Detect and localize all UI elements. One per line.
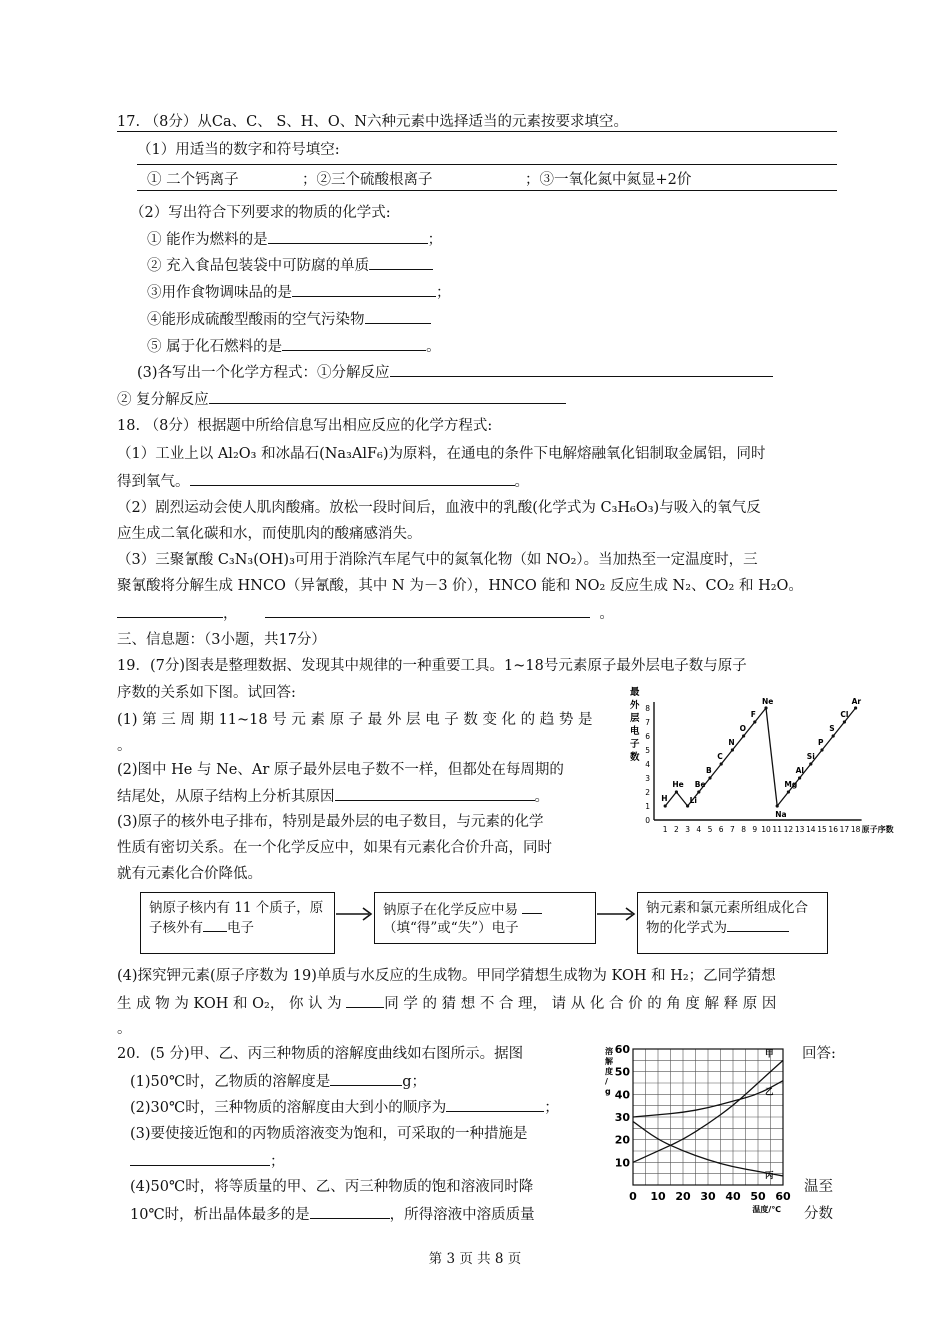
q17-part2-item3: ③用作食物调味品的是 ； bbox=[147, 282, 451, 303]
data-point bbox=[753, 720, 756, 723]
y-tick-label: 1 bbox=[645, 802, 650, 811]
q19-part4-line3: 。 bbox=[117, 1021, 132, 1037]
y-axis-label: 数 bbox=[630, 752, 640, 763]
data-point bbox=[809, 762, 812, 765]
data-point bbox=[843, 720, 846, 723]
data-point bbox=[720, 762, 723, 765]
q17-part2-item1: ① 能作为燃料的是 ； bbox=[147, 229, 442, 250]
q17-title: 17. （8分）从Ca、C、 S、H、O、N六种元素中选择适当的元素按要求填空。 bbox=[117, 114, 628, 130]
x-axis-label: 原子序数 bbox=[861, 825, 894, 834]
y-axis-label: / bbox=[605, 1077, 608, 1086]
y-tick-label: 2 bbox=[645, 788, 650, 797]
q20-part4-line1: (4)50℃时，将等质量的甲、乙、丙三种物质的饱和溶液同时降 bbox=[130, 1179, 534, 1195]
x-tick-label: 60 bbox=[775, 1190, 791, 1203]
x-tick-label: 1 bbox=[662, 825, 668, 834]
x-tick-label: 50 bbox=[750, 1190, 766, 1203]
x-tick-label: 9 bbox=[752, 825, 758, 834]
q19-part1-line1: (1) 第 三 周 期 11~18 号 元 素 原 子 最 外 层 电 子 数 变 化 的 趋 势 是 bbox=[117, 712, 593, 728]
data-point bbox=[664, 804, 667, 807]
q19-title-line1: 19．(7分)图表是整理数据、发现其中规律的一种重要工具。1~18号元素原子最外层电子数与原子 bbox=[117, 658, 747, 674]
point-label: Li bbox=[689, 796, 697, 805]
point-label: H bbox=[661, 794, 668, 803]
q18-part1-line1: （1）工业上以 Al₂O₃ 和冰晶石(Na₃AlF₆)为原料，在通电的条件下电解熔融氧化铝制取金属铝，同时 bbox=[117, 446, 766, 462]
point-label: Ar bbox=[851, 697, 862, 706]
point-label: Na bbox=[775, 810, 787, 819]
q19-part3-line2: 性质有密切关系。在一个化学反应中，如果有元素化合价升高，同时 bbox=[117, 840, 552, 856]
q19-flow-arrow-2 bbox=[597, 904, 637, 924]
q19-title-line2: 序数的关系如下图。试回答: bbox=[117, 685, 296, 701]
point-label: N bbox=[728, 738, 735, 747]
q17-part2-item5: ⑤ 属于化石燃料的是 。 bbox=[147, 336, 441, 357]
q17-rule-mid bbox=[137, 164, 837, 165]
y-axis-label: 解 bbox=[605, 1057, 613, 1066]
q17-part1-item2: ；②三个硫酸根离子 bbox=[302, 172, 433, 188]
data-point bbox=[820, 748, 823, 751]
x-tick-label: 6 bbox=[718, 825, 724, 834]
data-point bbox=[832, 734, 835, 737]
x-tick-label: 20 bbox=[675, 1190, 691, 1203]
q20-part3-line1: (3)要使接近饱和的丙物质溶液变为饱和，可采取的一种措施是 bbox=[130, 1126, 528, 1142]
x-tick-label: 10 bbox=[761, 825, 771, 834]
q19-part4-line2: 生 成 物 为 KOH 和 O₂， 你 认 为 同 学 的 猜 想 不 合 理， 请 从 化 合 价 的 角 度 解 释 原 因 bbox=[117, 993, 837, 1014]
point-label: Be bbox=[694, 780, 706, 789]
q20-part4-line2: 10℃时，析出晶体最多的是 ，所得溶液中溶质质量 bbox=[130, 1204, 535, 1225]
data-point bbox=[697, 790, 700, 793]
q19-part2-line2: 结尾处，从原子结构上分析其原因 。 bbox=[117, 786, 549, 807]
x-tick-label: 0 bbox=[629, 1190, 637, 1203]
q19-part3-line1: (3)原子的核外电子排布，特别是最外层的电子数目，与元素的化学 bbox=[117, 814, 544, 830]
series-label: 乙 bbox=[765, 1087, 774, 1098]
q19-part2-line1: (2)图中 He 与 Ne、Ar 原子最外层电子数不一样，但都处在每周期的 bbox=[117, 762, 564, 778]
point-label: Mg bbox=[784, 780, 798, 789]
y-axis-label: 电 bbox=[630, 726, 640, 737]
y-axis-label: 层 bbox=[630, 713, 640, 724]
q18-part3-line1: （3）三聚氰酸 C₃N₃(OH)₃可用于消除汽车尾气中的氮氧化物（如 NO₂）。当加热至一定温度时，三 bbox=[117, 552, 758, 568]
point-label: Ne bbox=[762, 697, 774, 706]
x-tick-label: 13 bbox=[794, 825, 805, 834]
x-tick-label: 30 bbox=[700, 1190, 716, 1203]
q19-part3-line3: 就有元素化合价降低。 bbox=[117, 866, 262, 882]
y-tick-label: 0 bbox=[645, 816, 650, 825]
y-tick-label: 60 bbox=[614, 1043, 630, 1056]
x-tick-label: 7 bbox=[730, 825, 735, 834]
data-point bbox=[764, 706, 767, 709]
data-point bbox=[731, 748, 734, 751]
data-point bbox=[787, 790, 790, 793]
data-point bbox=[675, 790, 678, 793]
q19-electron-chart bbox=[626, 683, 894, 855]
y-axis-label: 最 bbox=[630, 687, 640, 698]
y-tick-label: 30 bbox=[614, 1111, 630, 1124]
point-label: P bbox=[818, 738, 824, 747]
y-axis-label: 外 bbox=[630, 700, 640, 711]
page-footer: 第 3 页 共 8 页 bbox=[428, 1251, 522, 1267]
x-tick-label: 18 bbox=[850, 825, 861, 834]
x-tick-label: 11 bbox=[772, 825, 782, 834]
x-tick-label: 17 bbox=[839, 825, 850, 834]
point-label: B bbox=[706, 766, 712, 775]
x-tick-label: 8 bbox=[741, 825, 746, 834]
x-tick-label: 12 bbox=[783, 825, 794, 834]
q19-flow-box-2: 钠原子在化学反应中易 （填“得”或“失”）电子 bbox=[374, 892, 596, 944]
data-point bbox=[742, 734, 745, 737]
x-tick-label: 40 bbox=[725, 1190, 741, 1203]
q17-part2-item2: ② 充入食品包装袋中可防腐的单质 bbox=[147, 255, 433, 276]
point-label: S bbox=[829, 724, 835, 733]
y-tick-label: 10 bbox=[614, 1156, 630, 1170]
point-label: C bbox=[717, 752, 723, 761]
x-tick-label: 3 bbox=[685, 825, 690, 834]
q20-part2: (2)30℃时，三种物质的溶解度由大到小的顺序为 ； bbox=[130, 1097, 559, 1118]
x-tick-label: 10 bbox=[650, 1190, 666, 1203]
x-tick-label: 4 bbox=[696, 825, 702, 834]
section-3-heading: 三、信息题：（3小题，共17分） bbox=[117, 632, 326, 648]
series-label: 甲 bbox=[765, 1049, 774, 1060]
x-tick-label: 16 bbox=[828, 825, 838, 834]
q17-rule-bottom bbox=[137, 190, 837, 191]
q19-flow-arrow-1 bbox=[336, 904, 374, 924]
q20-title-end: 回答: bbox=[802, 1046, 836, 1062]
y-tick-label: 3 bbox=[645, 774, 650, 783]
q17-rule-top bbox=[117, 131, 837, 132]
q18-title: 18. （8分）根据题中所给信息写出相应反应的化学方程式: bbox=[117, 418, 493, 434]
q17-part3-line1: (3)各写出一个化学方程式：①分解反应 bbox=[137, 362, 773, 383]
y-tick-label: 8 bbox=[645, 704, 650, 713]
q18-part3-line2: 聚氰酸将分解生成 HNCO（异氰酸，其中 N 为－3 价），HNCO 能和 NO₂ 反应生成 N₂、CO₂ 和 H₂O。 bbox=[117, 578, 803, 594]
x-tick-label: 2 bbox=[674, 825, 679, 834]
y-tick-label: 4 bbox=[645, 760, 650, 769]
q19-flow-box-1: 钠原子核内有 11 个质子，原 子核外有 电子 bbox=[140, 892, 335, 954]
x-tick-label: 5 bbox=[707, 825, 713, 834]
y-axis-label: 溶 bbox=[605, 1047, 613, 1056]
q19-flow-box-3: 钠元素和氯元素所组成化合 物的化学式为 bbox=[637, 892, 828, 954]
data-point bbox=[854, 706, 857, 709]
y-tick-label: 5 bbox=[645, 746, 650, 755]
q20-part4-line1-end: 温至 bbox=[804, 1179, 833, 1195]
point-label: F bbox=[750, 710, 756, 719]
y-tick-label: 7 bbox=[645, 718, 650, 727]
q17-part1-label: （1）用适当的数字和符号填空: bbox=[137, 142, 340, 158]
q18-part2-line2: 应生成二氧化碳和水，而使肌肉的酸痛感消失。 bbox=[117, 526, 422, 542]
data-point bbox=[798, 776, 801, 779]
series-label: 丙 bbox=[765, 1170, 774, 1181]
point-label: O bbox=[739, 724, 746, 733]
q20-solubility-chart bbox=[603, 1040, 799, 1220]
series-line bbox=[665, 708, 855, 806]
y-axis-label: 度 bbox=[605, 1067, 613, 1076]
data-point bbox=[776, 804, 779, 807]
point-label: He bbox=[672, 780, 684, 789]
y-tick-label: 40 bbox=[614, 1088, 630, 1102]
q17-part3-line2: ② 复分解反应 bbox=[117, 389, 566, 410]
q19-part4-line1: (4)探究钾元素(原子序数为 19)单质与水反应的生成物。甲同学猜想生成物为 KOH 和 H₂；乙同学猜想 bbox=[117, 968, 776, 984]
y-tick-label: 50 bbox=[614, 1065, 630, 1079]
q17-part1-item3: ；③一氧化氮中氮显+2价 bbox=[525, 172, 692, 188]
q18-answer-line: ， 。 bbox=[117, 603, 614, 624]
q20-part1: (1)50℃时，乙物质的溶解度是 g； bbox=[130, 1071, 426, 1092]
data-point bbox=[708, 776, 711, 779]
y-tick-label: 6 bbox=[645, 732, 650, 741]
point-label: Al bbox=[795, 766, 804, 775]
y-tick-label: 20 bbox=[614, 1133, 630, 1147]
x-axis-label: 温度/℃ bbox=[752, 1205, 781, 1214]
point-label: Si bbox=[806, 752, 815, 761]
q20-part3-line2: ； bbox=[130, 1151, 285, 1172]
point-label: Cl bbox=[840, 710, 849, 719]
q20-part4-line2-end: 分数 bbox=[804, 1206, 833, 1222]
q17-part2-item4: ④能形成硫酸型酸雨的空气污染物 bbox=[147, 309, 431, 330]
q17-part1-item1: ① 二个钙离子 bbox=[147, 172, 239, 188]
y-axis-label: 子 bbox=[630, 739, 640, 750]
x-tick-label: 14 bbox=[806, 825, 816, 834]
q17-part2-label: （2）写出符合下列要求的物质的化学式: bbox=[130, 205, 391, 221]
q19-part1-line2: 。 bbox=[117, 738, 132, 754]
x-tick-label: 15 bbox=[817, 825, 827, 834]
q18-part2-line1: （2）剧烈运动会使人肌肉酸痛。放松一段时间后，血液中的乳酸(化学式为 C₃H₆O₃)与吸入的氧气反 bbox=[117, 500, 761, 516]
q18-part1-line2: 得到氧气。 。 bbox=[117, 471, 529, 492]
y-axis-label: g bbox=[605, 1087, 611, 1096]
q20-title: 20．(5 分)甲、乙、丙三种物质的溶解度曲线如右图所示。据图 bbox=[117, 1046, 524, 1062]
